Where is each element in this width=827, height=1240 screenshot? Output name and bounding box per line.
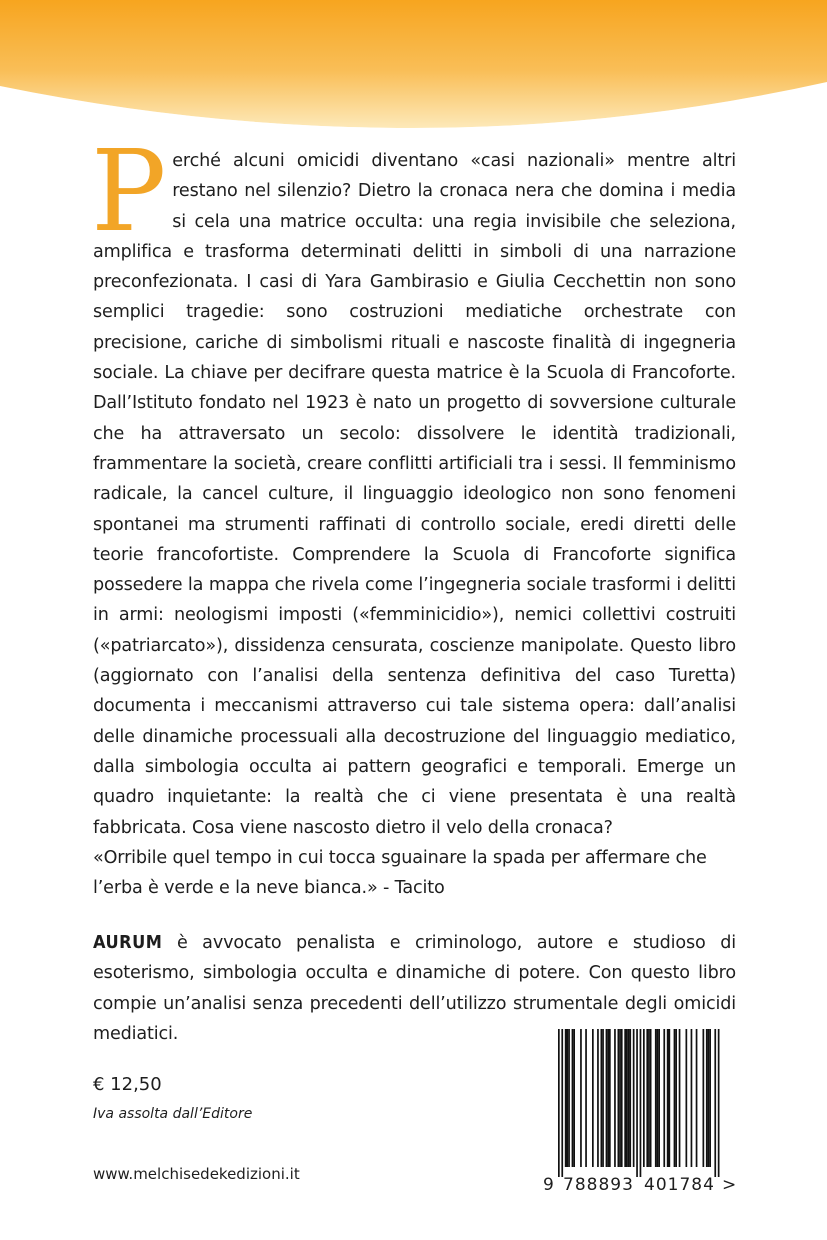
barcode-bar [597,1029,599,1167]
barcode-bar [686,1029,688,1167]
author-bio-text: è avvocato penalista e criminologo, autore e studioso di esoterismo, simbologia occulta e dinamiche di potere. Con questo libro compie un’analisi senza precedenti dell’utilizzo strumentale degli omicidi mediatici. [93,933,736,1044]
barcode-bar [696,1029,698,1167]
barcode-guard-bar [718,1029,720,1177]
barcode-bar [643,1029,645,1167]
barcode-bar [648,1029,650,1167]
barcode-bar [565,1029,567,1167]
barcode-first-digit: 9 [543,1175,554,1195]
barcode-bar [607,1029,609,1167]
barcode-bar [567,1029,569,1167]
barcode-bar [655,1029,657,1167]
back-cover-blurb [91,127,736,903]
barcode-bar [663,1029,665,1167]
barcode-guard-bar [561,1029,563,1177]
barcode-quiet-zone-marker: > [722,1175,736,1195]
price: € 12,50 [93,1074,162,1095]
barcode-guard-bar [714,1029,716,1177]
barcode-bar [708,1029,710,1167]
isbn-barcode [541,1027,736,1197]
publisher-website: www.melchisedekedizioni.it [93,1165,300,1183]
barcode-bar [624,1029,626,1167]
barcode-bar [669,1029,671,1167]
barcode-bar [614,1029,616,1167]
barcode-bar [691,1029,693,1167]
top-orange-band [0,0,827,135]
barcode-bar [618,1029,620,1167]
barcode-bar [619,1029,621,1167]
barcode-bar [646,1029,648,1167]
barcode-bar [679,1029,681,1167]
barcode-bar [706,1029,708,1167]
tacitus-quote: «Orribile quel tempo in cui tocca sguainare la spada per affermare che l’erba è verde e la neve bianca.» - Tacito [93,847,707,899]
barcode-bar [667,1029,669,1167]
barcode-bar [626,1029,628,1167]
barcode-bar [628,1029,630,1167]
barcode-bar [580,1029,582,1167]
barcode-bar [657,1029,659,1167]
barcode-bar [606,1029,608,1167]
author-name: AURUM [93,932,163,953]
barcode-bar [621,1029,623,1167]
barcode-guard-bar [640,1029,642,1177]
barcode-bar [585,1029,587,1167]
blurb-paragraph [91,127,736,843]
barcode-bar [709,1029,711,1167]
barcode-bar [609,1029,611,1167]
drop-cap: P [91,127,167,257]
barcode-bar [602,1029,604,1167]
barcode-bar [703,1029,705,1167]
barcode-guard-bar [558,1029,560,1177]
barcode-bar [629,1029,631,1167]
blurb-body: erché alcuni omicidi diventano «casi nazionali» mentre altri restano nel silenzio? Dietro la cronaca nera che domina i media si cela una matrice occulta: una regia invisibile che seleziona, amplifica e trasforma determinati delitti in simboli di una narrazione preconfezionata. I casi di Yara Gambirasio e Giulia Cecchettin non sono semplici tragedie: sono costruzioni mediatiche orchestrate con precisione, cariche di simbolismi rituali e nascoste finalità di ingegneria sociale. La chiave per decifrare questa matrice è la Scuola di Francoforte. Dall’Istituto fondato nel 1923 è nato un progetto di sovversione culturale che ha attraversato un secolo: dissolvere le identità tradizionali, frammentare la società, creare conflitti artificiali tra i sessi. Il femminismo radicale, la cancel culture, il linguaggio ideologico non sono fenomeni spontanei ma strumenti raffinati di controllo sociale, eredi diretti delle teorie francofortiste. Comprendere la Scuola di Francoforte significa possedere la mappa che rivela come l’ingegneria sociale trasformi i delitti in armi: neologismi imposti («femminicidio»), nemici collettivi costruiti («patriarcato»), dissidenza censurata, coscienze manipolate. Questo libro (aggiornato con l’analisi della sentenza definitiva del caso Turetta) documenta i meccanismi attraverso cui tale sistema opera: dall’analisi delle dinamiche processuali alla decostruzione del linguaggio mediatico, dalla simbologia occulta ai pattern geografici e temporali. Emerge un quadro inquietante: la realtà che ci viene presentata è una realtà fabbricata. Cosa viene nascosto dietro il velo della cronaca? [93,151,736,838]
barcode-right-group: 401784 [644,1175,715,1195]
barcode-bar [675,1029,677,1167]
barcode-bar [568,1029,570,1167]
vat-note: Iva assolta dall’Editore [93,1106,253,1122]
barcode-bar [633,1029,635,1167]
barcode-bar [592,1029,594,1167]
barcode-bar [601,1029,603,1167]
barcode-bars [558,1029,720,1177]
barcode-guard-bar [636,1029,638,1177]
barcode-bar [658,1029,660,1167]
barcode-bar [650,1029,652,1167]
barcode-bar [572,1029,574,1167]
barcode-bar [674,1029,676,1167]
barcode-bar [573,1029,575,1167]
barcode-left-group: 788893 [563,1175,634,1195]
